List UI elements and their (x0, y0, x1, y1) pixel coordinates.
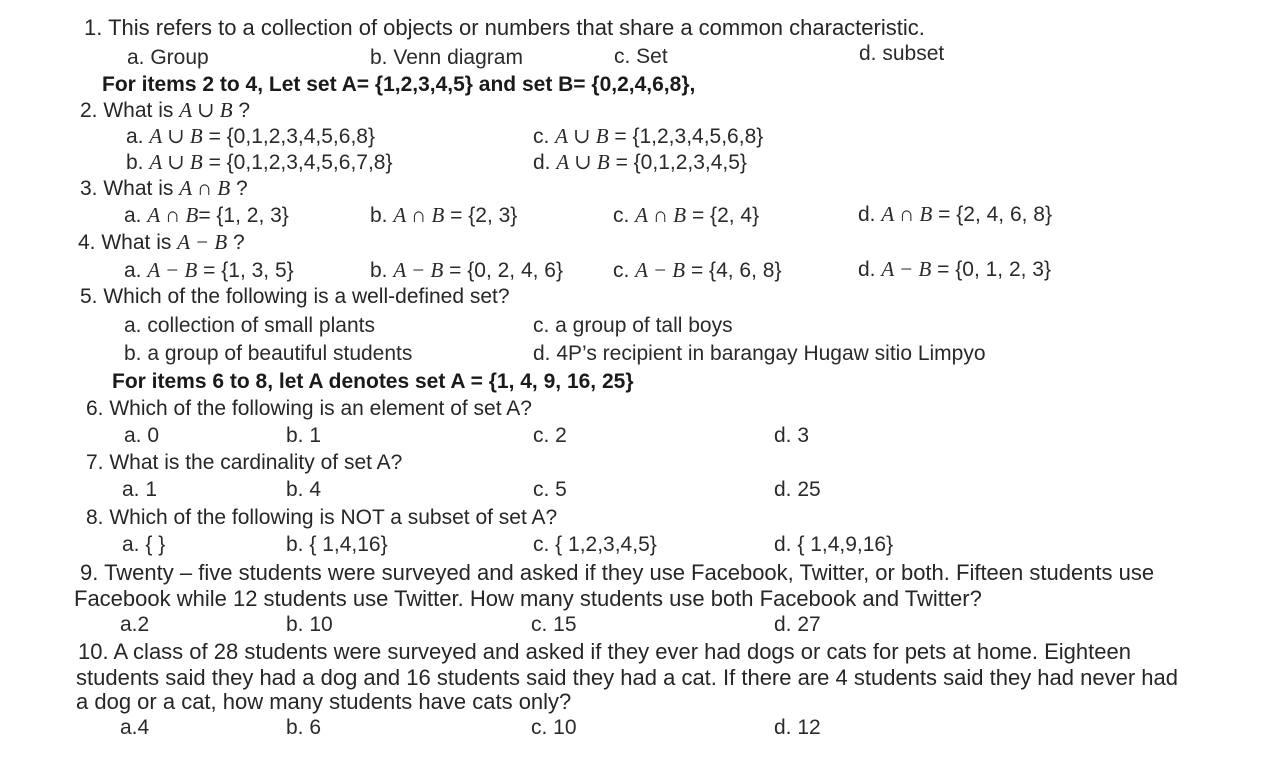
q3-option-a: a. A ∩ B= {1, 2, 3} (124, 203, 289, 227)
q1-stem: 1. This refers to a collection of objects or numbers that share a common characteristic. (84, 15, 925, 40)
q8-option-a: a. { } (122, 533, 166, 556)
q10-stem-line-2: students said they had a dog and 16 students said they had a cat. If there are 4 students said they had never had (76, 665, 1178, 690)
q5-option-b: b. a group of beautiful students (124, 342, 413, 365)
q4-option-a: a. A − B = {1, 3, 5} (124, 258, 294, 282)
q4-option-b: b. A − B = {0, 2, 4, 6} (370, 258, 563, 282)
q10-option-c: c. 10 (531, 716, 577, 739)
q10-option-b: b. 6 (286, 716, 322, 739)
q9-option-b: b. 10 (286, 613, 333, 636)
q1-option-c: c. Set (614, 45, 668, 68)
q5-stem: 5. Which of the following is a well-defined set? (80, 285, 510, 308)
q2-stem: 2. What is A ∪ B ? (80, 98, 251, 122)
q6-option-a: a. 0 (124, 424, 160, 447)
q7-option-b: b. 4 (286, 478, 322, 501)
q2-option-c: c. A ∪ B = {1,2,3,4,5,6,8} (533, 124, 764, 148)
q3-option-c: c. A ∩ B = {2, 4} (613, 203, 760, 227)
q7-stem: 7. What is the cardinality of set A? (86, 451, 403, 474)
q1-option-d: d. subset (859, 42, 945, 65)
q4-stem: 4. What is A − B ? (78, 230, 245, 254)
q6-option-c: c. 2 (533, 424, 567, 447)
q3-stem: 3. What is A ∩ B ? (80, 176, 248, 200)
q9-stem-line-2: Facebook while 12 students use Twitter. How many students use both Facebook and Twitter? (74, 586, 982, 611)
q6-option-d: d. 3 (774, 424, 810, 447)
q7-option-d: d. 25 (774, 478, 821, 501)
q6-stem: 6. Which of the following is an element of set A? (86, 397, 532, 420)
q10-option-d: d. 12 (774, 716, 821, 739)
q2-option-d: d. A ∪ B = {0,1,2,3,4,5} (533, 150, 747, 174)
instruction-items-2-4: For items 2 to 4, Let set A= {1,2,3,4,5} and set B= {0,2,4,6,8}, (102, 73, 696, 96)
q10-option-a: a.4 (120, 716, 150, 739)
instruction-items-6-8: For items 6 to 8, let A denotes set A = {1, 4, 9, 16, 25} (112, 370, 634, 393)
q9-option-c: c. 15 (531, 613, 577, 636)
q9-option-a: a.2 (120, 613, 150, 636)
q9-option-d: d. 27 (774, 613, 821, 636)
q7-option-c: c. 5 (533, 478, 567, 501)
q1-option-b: b. Venn diagram (370, 46, 523, 69)
q6-option-b: b. 1 (286, 424, 322, 447)
q10-stem-line-3: a dog or a cat, how many students have cats only? (76, 689, 572, 714)
q2-option-a: a. A ∪ B = {0,1,2,3,4,5,6,8} (126, 124, 375, 148)
q4-option-d: d. A − B = {0, 1, 2, 3} (858, 257, 1051, 281)
q8-option-c: c. { 1,2,3,4,5} (533, 533, 657, 556)
q3-option-d: d. A ∩ B = {2, 4, 6, 8} (858, 202, 1052, 226)
q2-option-b: b. A ∪ B = {0,1,2,3,4,5,6,7,8} (126, 150, 393, 174)
q10-stem-line-1: 10. A class of 28 students were surveyed and asked if they ever had dogs or cats for pets at home. Eighteen (78, 639, 1131, 664)
q3-option-b: b. A ∩ B = {2, 3} (370, 203, 518, 227)
q4-option-c: c. A − B = {4, 6, 8} (613, 258, 782, 282)
q5-option-c: c. a group of tall boys (533, 314, 733, 337)
q5-option-d: d. 4P’s recipient in barangay Hugaw sitio Limpyo (533, 342, 986, 365)
q7-option-a: a. 1 (122, 478, 158, 501)
q8-stem: 8. Which of the following is NOT a subset of set A? (86, 506, 558, 529)
q9-stem-line-1: 9. Twenty – five students were surveyed and asked if they use Facebook, Twitter, or both. Fifteen students use (80, 560, 1155, 585)
q8-option-d: d. { 1,4,9,16} (774, 533, 894, 556)
q1-option-a: a. Group (127, 46, 209, 69)
q5-option-a: a. collection of small plants (124, 314, 375, 337)
q8-option-b: b. { 1,4,16} (286, 533, 388, 556)
